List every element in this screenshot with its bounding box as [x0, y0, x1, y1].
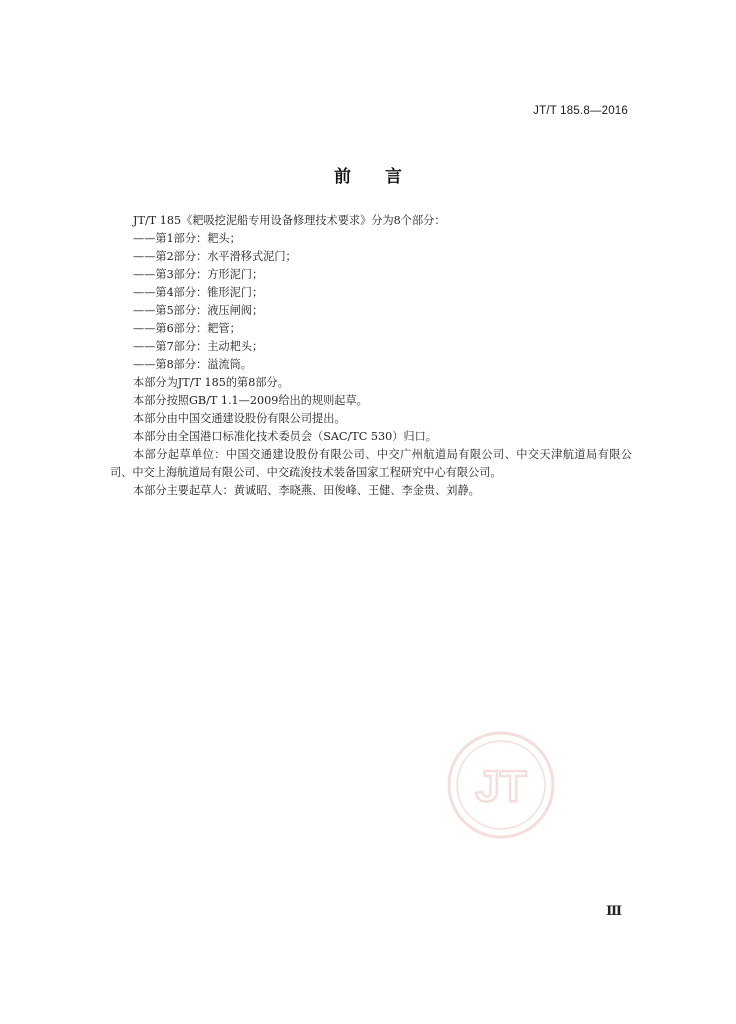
intro-paragraph: JT/T 185《耙吸挖泥船专用设备修理技术要求》分为8个部分：: [133, 214, 446, 227]
part-list-item: ——第1部分：耙头；: [133, 232, 241, 245]
drafting-rules-statement: 本部分按照GB/T 1.1—2009给出的规则起草。: [133, 394, 368, 407]
part-list-item: ——第2部分：水平滑移式泥门；: [133, 250, 297, 263]
page-number: Ⅲ: [606, 904, 622, 919]
drafting-units-statement: 本部分起草单位：中国交通建设股份有限公司、中交广州航道局有限公司、中交天津航道局有限公司、中交上海航道局有限公司、中交疏浚技术装备国家工程研究中心有限公司。: [110, 448, 632, 479]
part-list-item: ——第8部分：溢流筒。: [133, 358, 252, 371]
part-list-item: ——第3部分：方形泥门；: [133, 268, 264, 281]
document-code: JT/T 185.8—2016: [533, 105, 628, 117]
part-list-item: ——第4部分：锥形泥门；: [133, 286, 264, 299]
jt-watermark-logo: [446, 730, 556, 840]
part-statement: 本部分为JT/T 185的第8部分。: [133, 376, 289, 389]
svg-text:JT: JT: [475, 762, 527, 811]
page-title: 前言: [334, 167, 436, 187]
part-list-item: ——第6部分：耙管；: [133, 322, 241, 335]
proposer-statement: 本部分由中国交通建设股份有限公司提出。: [133, 412, 346, 425]
drafters-statement: 本部分主要起草人：黄诚昭、李晓燕、田俊峰、王健、李金贵、刘静。: [133, 484, 480, 497]
part-list-item: ——第5部分：液压闸阀；: [133, 304, 264, 317]
foreword-body: [110, 212, 632, 500]
committee-statement: 本部分由全国港口标准化技术委员会（SAC/TC 530）归口。: [133, 430, 437, 443]
part-list-item: ——第7部分：主动耙头；: [133, 340, 264, 353]
